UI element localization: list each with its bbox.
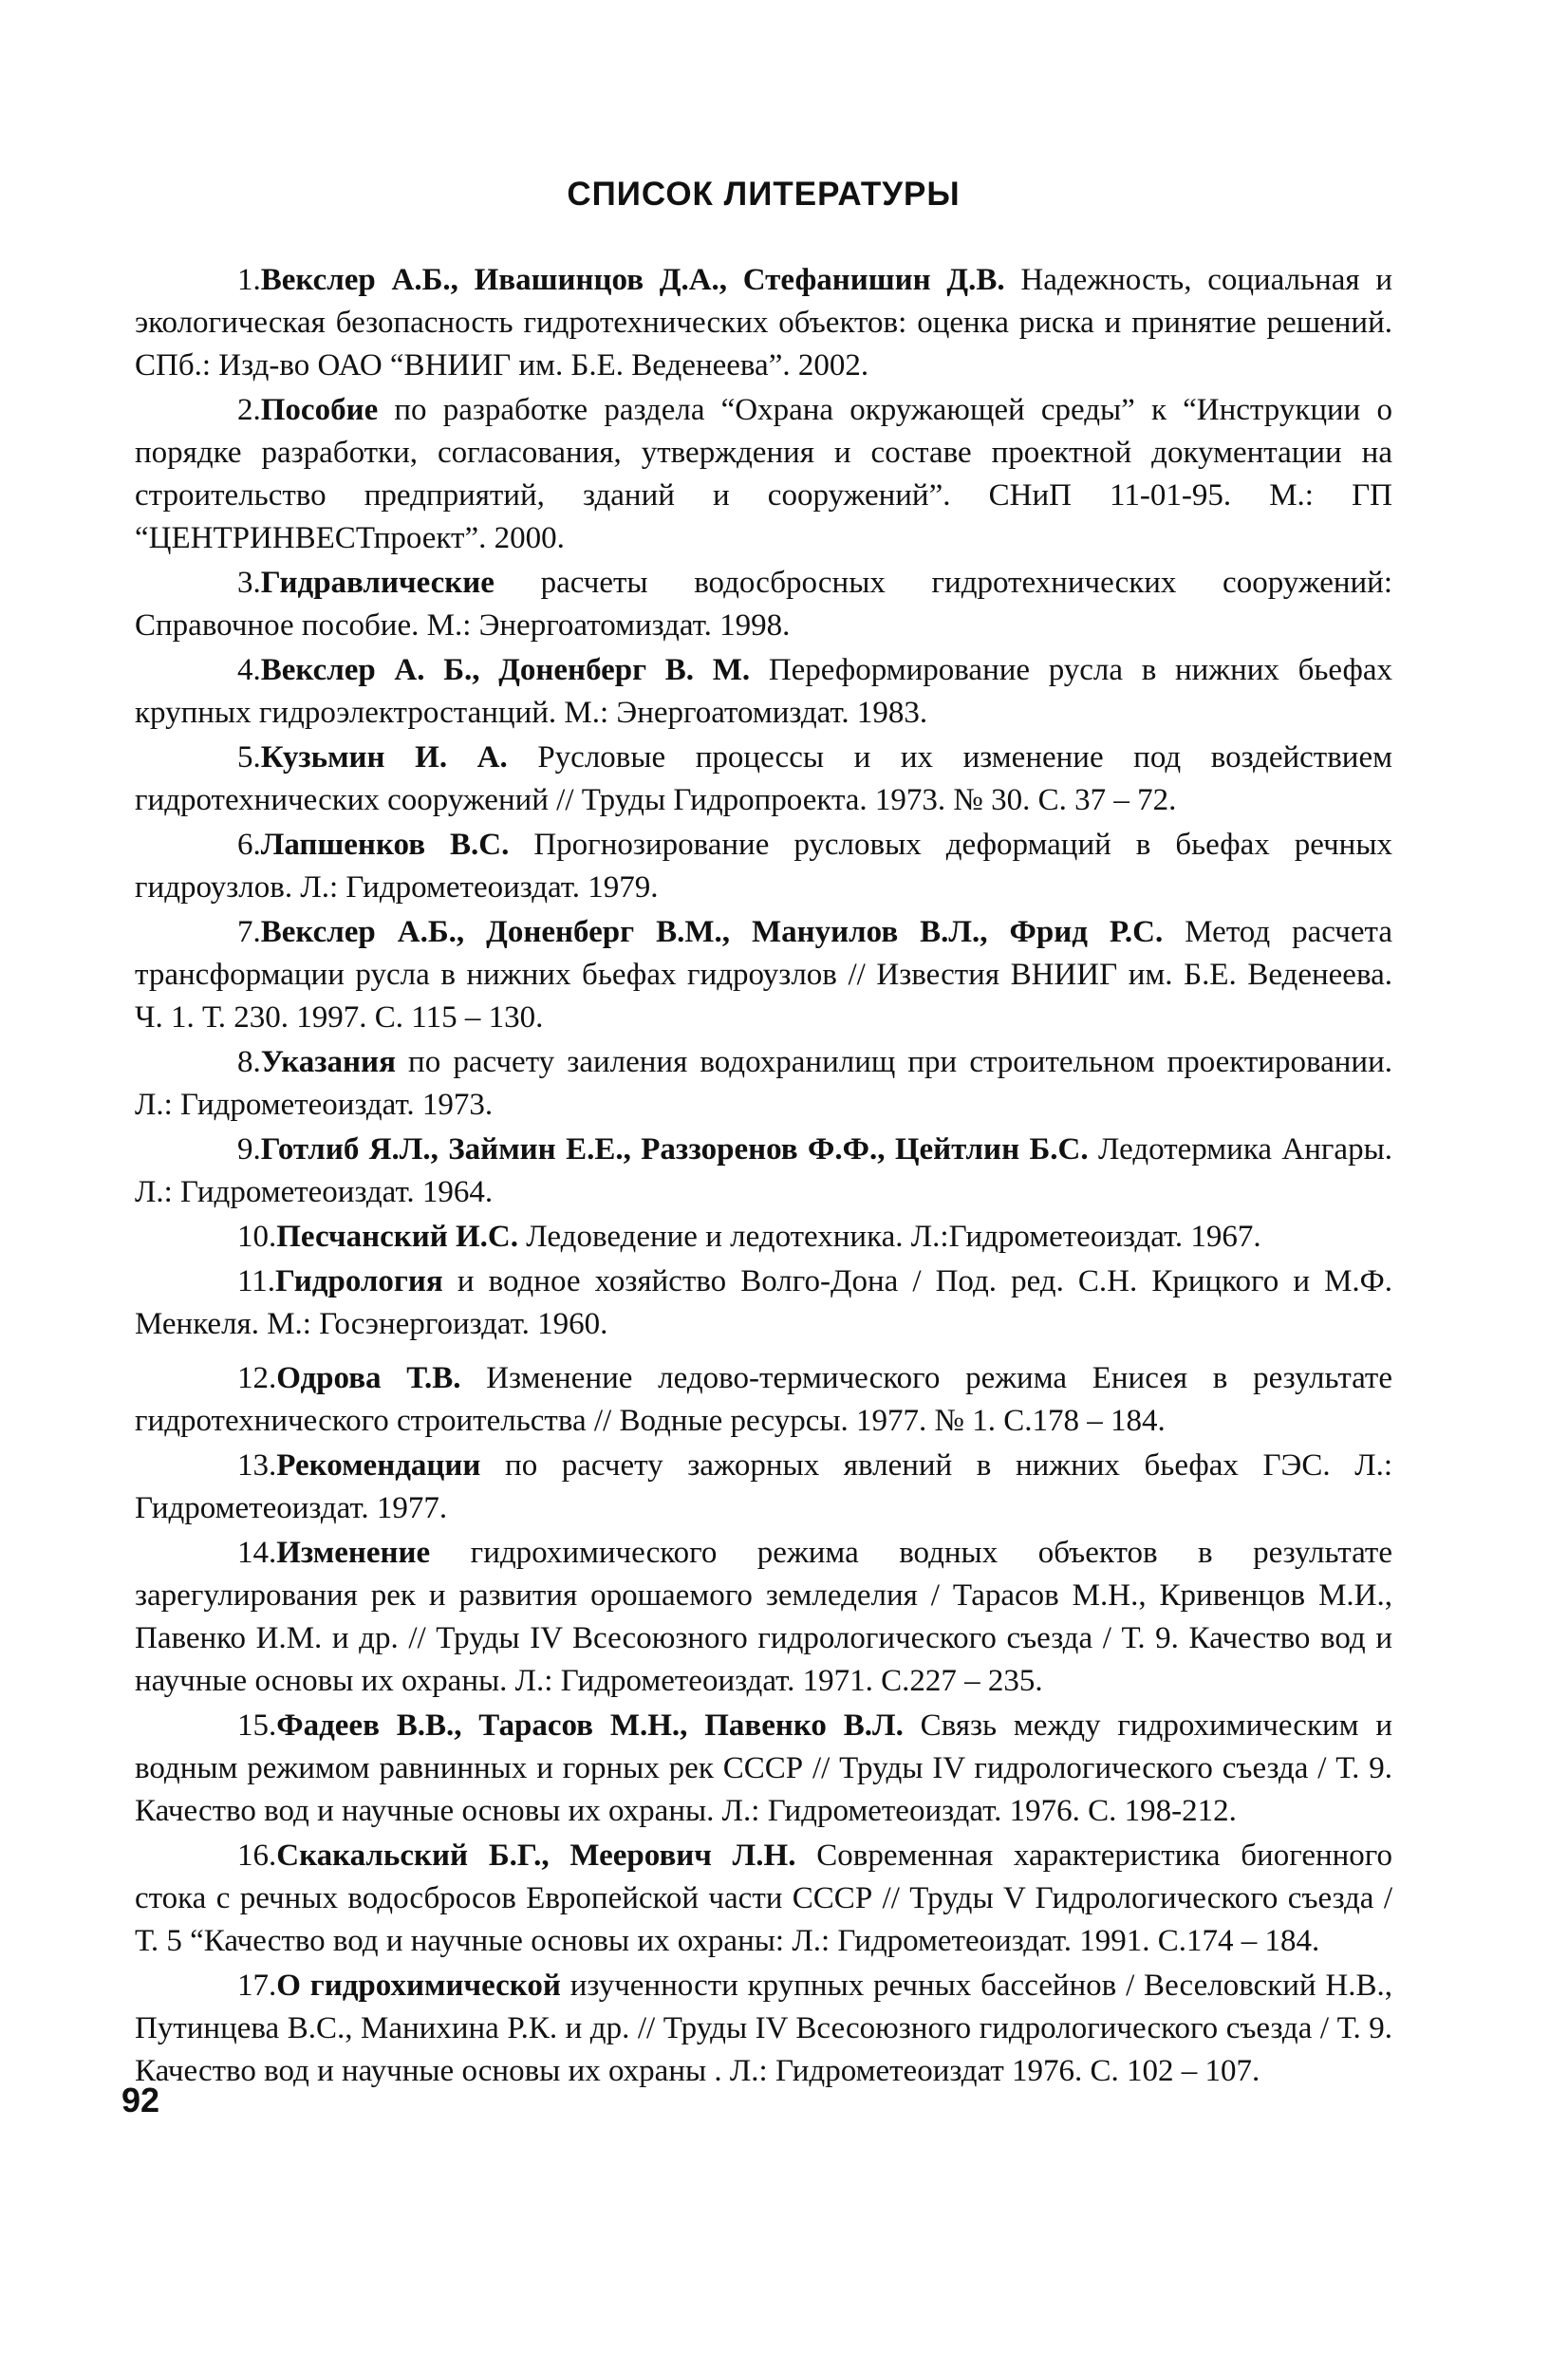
reference-number: 3. xyxy=(237,566,261,600)
reference-text: Ледотермика Ангары. Л.: Гидрометеоиздат. 1964. xyxy=(135,1132,1392,1209)
reference-authors: Рекомендации xyxy=(276,1448,481,1483)
reference-number: 5. xyxy=(237,740,261,775)
reference-authors: Готлиб Я.Л., Займин Е.Е., Раззоренов Ф.Ф., Цейтлин Б.С. xyxy=(260,1132,1089,1167)
reference-number: 15. xyxy=(237,1708,277,1743)
reference-item xyxy=(135,1357,1392,1443)
reference-number: 7. xyxy=(237,915,261,949)
reference-number: 6. xyxy=(237,828,261,862)
reference-number: 12. xyxy=(237,1361,277,1395)
page-number: 92 xyxy=(121,2081,160,2119)
reference-item xyxy=(135,1532,1392,1703)
reference-number: 2. xyxy=(237,393,261,427)
reference-authors: Изменение xyxy=(276,1536,431,1570)
reference-item xyxy=(135,1705,1392,1833)
reference-text: Прогнозирование русловых деформаций в бьефах речных гидроузлов. Л.: Гидрометеоиздат. 1979. xyxy=(135,828,1392,905)
reference-text: по расчету зажорных явлений в нижних бьефах ГЭС. Л.: Гидрометеоиздат. 1977. xyxy=(135,1448,1392,1525)
reference-item xyxy=(135,1216,1392,1259)
reference-number: 16. xyxy=(237,1839,277,1873)
reference-item xyxy=(135,1835,1392,1963)
bibliography-page xyxy=(135,176,1392,2095)
reference-item xyxy=(135,649,1392,735)
reference-text: Метод расчета трансформации русла в нижних бьефах гидроузлов // Известия ВНИИГ им. Б.Е. Веденеева. Ч. 1. Т. 230. 1997. С. 115 – 130. xyxy=(135,915,1392,1035)
reference-authors: Лапшенков В.С. xyxy=(260,828,510,862)
reference-number: 9. xyxy=(237,1132,261,1167)
reference-authors: Гидравлические xyxy=(260,566,495,600)
reference-text: и водное хозяйство Волго-Дона / Под. ред. С.Н. Крицкого и М.Ф. Менкеля. М.: Госэнергоиздат. 1960. xyxy=(135,1264,1392,1341)
reference-item xyxy=(135,1445,1392,1530)
reference-text: изученности крупных речных бассейнов / Веселовский Н.В., Путинцева В.С., Манихина Р.К. и др. // Труды IV Всесоюзного гидрологического съезда / Т. 9. Качество вод и научные основы их охраны . Л.: Гидрометеоиздат 1976. С. 102 – 107. xyxy=(135,1969,1392,2088)
reference-authors: Кузьмин И. А. xyxy=(260,740,508,775)
reference-authors: Гидрология xyxy=(275,1264,443,1298)
reference-authors: О гидрохимической xyxy=(276,1969,561,2003)
reference-text: Изменение ледово-термического режима Енисея в результате гидротехнического строительства // Водные ресурсы. 1977. № 1. С.178 – 184. xyxy=(135,1361,1392,1438)
reference-number: 1. xyxy=(237,263,261,297)
reference-number: 13. xyxy=(237,1448,277,1483)
reference-number: 8. xyxy=(237,1045,261,1079)
reference-number: 11. xyxy=(237,1264,276,1298)
reference-number: 14. xyxy=(237,1536,277,1570)
reference-item xyxy=(135,737,1392,822)
reference-list xyxy=(135,259,1392,2093)
reference-authors: Векслер А.Б., Ивашинцов Д.А., Стефанишин Д.В. xyxy=(260,263,1005,297)
reference-text: расчеты водосбросных гидротехнических сооружений: Справочное пособие. М.: Энергоатомиздат. 1998. xyxy=(135,566,1392,643)
reference-item xyxy=(135,824,1392,909)
reference-item xyxy=(135,259,1392,387)
reference-authors: Песчанский И.С. xyxy=(276,1220,519,1254)
reference-text: Надежность, социальная и экологическая безопасность гидротехнических объектов: оценка риска и принятие решений. СПб.: Изд-во ОАО “ВНИИГ им. Б.Е. Веденеева”. 2002. xyxy=(135,263,1393,383)
reference-text: Связь между гидрохимическим и водным режимом равнинных и горных рек СССР // Труды IV гидрологического съезда / Т. 9. Качество вод и научные основы их охраны. Л.: Гидрометеоиздат. 1976. С. 198-212. xyxy=(135,1708,1392,1828)
reference-item xyxy=(135,1129,1392,1214)
reference-text: Ледоведение и ледотехника. Л.:Гидрометеоиздат. 1967. xyxy=(518,1220,1261,1254)
reference-authors: Одрова Т.В. xyxy=(276,1361,461,1395)
reference-number: 10. xyxy=(237,1220,277,1254)
reference-text: Современная характеристика биогенного стока с речных водосбросов Европейской части СССР // Труды V Гидрологического съезда / Т. 5 “Качество вод и научные основы их охраны: Л.: Гидрометеоиздат. 1991. С.174 – 184. xyxy=(135,1839,1392,1958)
reference-item xyxy=(135,911,1392,1039)
reference-authors: Фадеев В.В., Тарасов М.Н., Павенко В.Л. xyxy=(276,1708,904,1743)
reference-item xyxy=(135,562,1392,647)
page-title: СПИСОК ЛИТЕРАТУРЫ xyxy=(567,176,961,213)
reference-number: 17. xyxy=(237,1969,277,2003)
reference-text: по разработке раздела “Охрана окружающей среды” к “Инструкции о порядке разработки, согласования, утверждения и составе проектной документации на строительство предприятий, зданий и сооружений”. СНиП 11-01-95. М.: ГП “ЦЕНТРИНВЕСТпроект”. 2000. xyxy=(135,393,1392,555)
reference-text: Русловые процессы и их изменение под воздействием гидротехнических сооружений // Труды Гидропроекта. 1973. № 30. С. 37 – 72. xyxy=(135,740,1392,817)
reference-authors: Векслер А. Б., Доненберг В. М. xyxy=(260,653,751,687)
reference-authors: Скакальский Б.Г., Меерович Л.Н. xyxy=(276,1839,796,1873)
reference-item xyxy=(135,1965,1392,2093)
reference-item xyxy=(135,1260,1392,1346)
reference-authors: Пособие xyxy=(260,393,379,427)
reference-text: Переформирование русла в нижних бьефах крупных гидроэлектростанций. М.: Энергоатомиздат. 1983. xyxy=(135,653,1393,730)
reference-number: 4. xyxy=(237,653,261,687)
reference-item xyxy=(135,1041,1392,1127)
reference-text: по расчету заиления водохранилищ при строительном проектировании. Л.: Гидрометеоиздат. 1973. xyxy=(135,1045,1392,1122)
reference-text: гидрохимического режима водных объектов в результате зарегулирования рек и развития орошаемого земледелия / Тарасов М.Н., Кривенцов М.И., Павенко И.М. и др. // Труды IV Всесоюзного гидрологического съезда / Т. 9. Качество вод и научные основы их охраны. Л.: Гидрометеоиздат. 1971. С.227 – 235. xyxy=(135,1536,1392,1698)
reference-item xyxy=(135,389,1392,560)
reference-authors: Указания xyxy=(260,1045,396,1079)
reference-authors: Векслер А.Б., Доненберг В.М., Мануилов В.Л., Фрид Р.С. xyxy=(260,915,1164,949)
